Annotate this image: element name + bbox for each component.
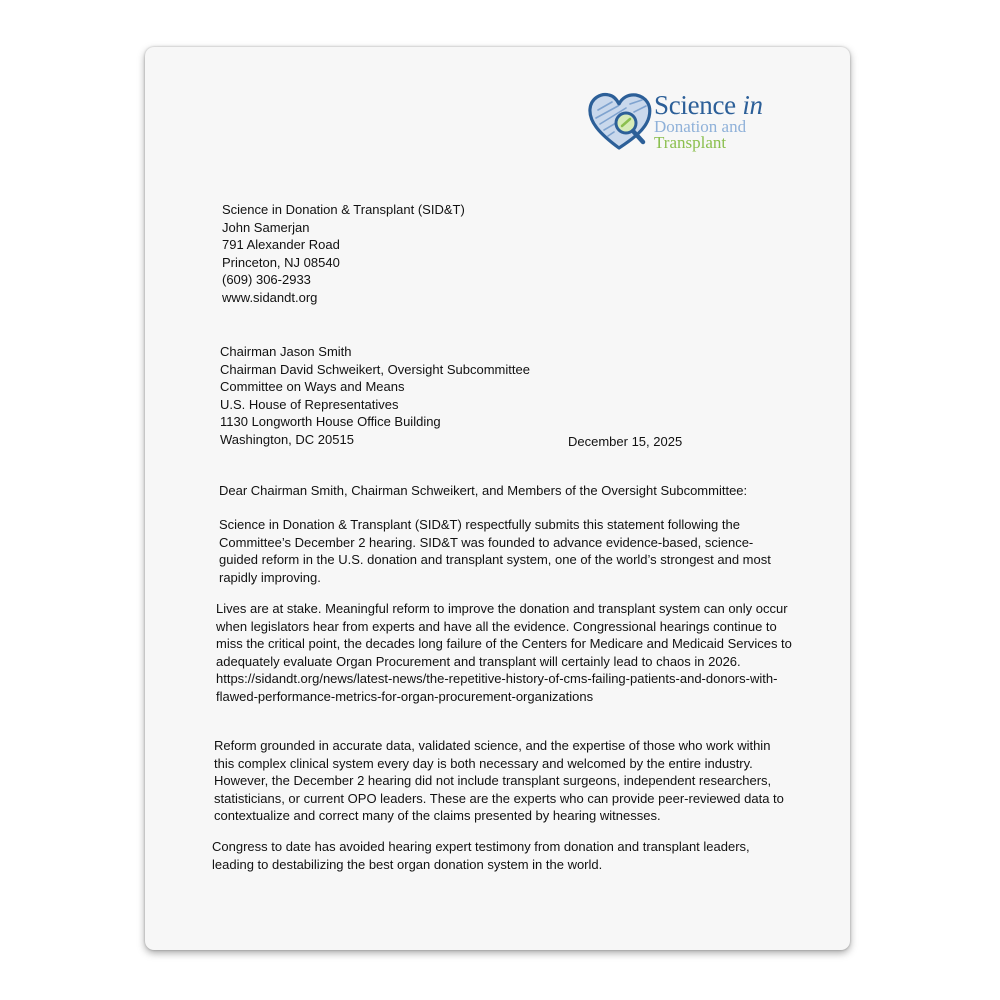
sender-street: 791 Alexander Road bbox=[222, 237, 340, 252]
logo-line-1: Science in bbox=[654, 90, 763, 120]
heart-magnifier-icon bbox=[586, 90, 656, 156]
logo-line-3: Transplant bbox=[654, 133, 727, 152]
sender-website: www.sidandt.org bbox=[222, 289, 318, 305]
body-paragraph: Congress to date has avoided hearing expert testimony from donation and transplant leaders, leading to destabilizing the best organ donation system in the world. bbox=[212, 839, 750, 872]
salutation: Dear Chairman Smith, Chairman Schweikert, and Members of the Oversight Subcommittee: bbox=[219, 483, 748, 498]
recipient-line: Chairman Jason Smith bbox=[220, 344, 352, 359]
sender-address bbox=[222, 201, 465, 306]
body-paragraph: Science in Donation & Transplant (SID&T) respectfully submits this statement following the Committee’s December 2 hearing. SID&T was founded to advance evidence-based, science-guided reform in the U.S. donation and transplant system, one of the world’s strongest and most rapidly improving. bbox=[219, 517, 771, 585]
recipient-line: U.S. House of Representatives bbox=[220, 396, 399, 412]
sender-org: Science in Donation & Transplant (SID&T) bbox=[222, 202, 465, 217]
body-paragraph: Reform grounded in accurate data, validated science, and the expertise of those who work within this complex clinical system every day is both necessary and welcomed by the entire industry. However, the December 2 hearing did not include transplant surgeons, independent researchers, statisticians, or current OPO leaders. These are the experts who can provide peer-reviewed data to contextualize and correct many of the claims presented by hearing witnesses. bbox=[214, 738, 784, 823]
letter-page bbox=[145, 47, 850, 950]
recipient-line: 1130 Longworth House Office Building bbox=[220, 414, 441, 429]
logo-wordmark bbox=[654, 92, 763, 151]
sender-city: Princeton, NJ 08540 bbox=[222, 254, 340, 270]
recipient-line: Washington, DC 20515 bbox=[220, 431, 354, 447]
body-paragraph: Lives are at stake. Meaningful reform to improve the donation and transplant system can only occur when legislators hear from experts and have all the evidence. Congressional hearings continue to miss the critical point, the decades long failure of the Centers for Medicare and Medicaid Services to adequately evaluate Organ Procurement and transplant will certainly lead to chaos in 2026. https://sidandt.org/news/latest-news/the-repetitive-history-of-cms-failing-patients-and-donors-with-flawed-performance-metrics-for-organ-procurement-organizations bbox=[216, 601, 792, 704]
sender-phone: (609) 306-2933 bbox=[222, 272, 311, 287]
logo-line-2: Donation and bbox=[654, 117, 747, 136]
sender-name: John Samerjan bbox=[222, 219, 310, 235]
recipient-line: Chairman David Schweikert, Oversight Subcommittee bbox=[220, 361, 530, 377]
recipient-address bbox=[220, 343, 530, 448]
sidt-logo bbox=[586, 90, 786, 158]
recipient-line: Committee on Ways and Means bbox=[220, 379, 405, 394]
letter-date: December 15, 2025 bbox=[568, 434, 683, 449]
